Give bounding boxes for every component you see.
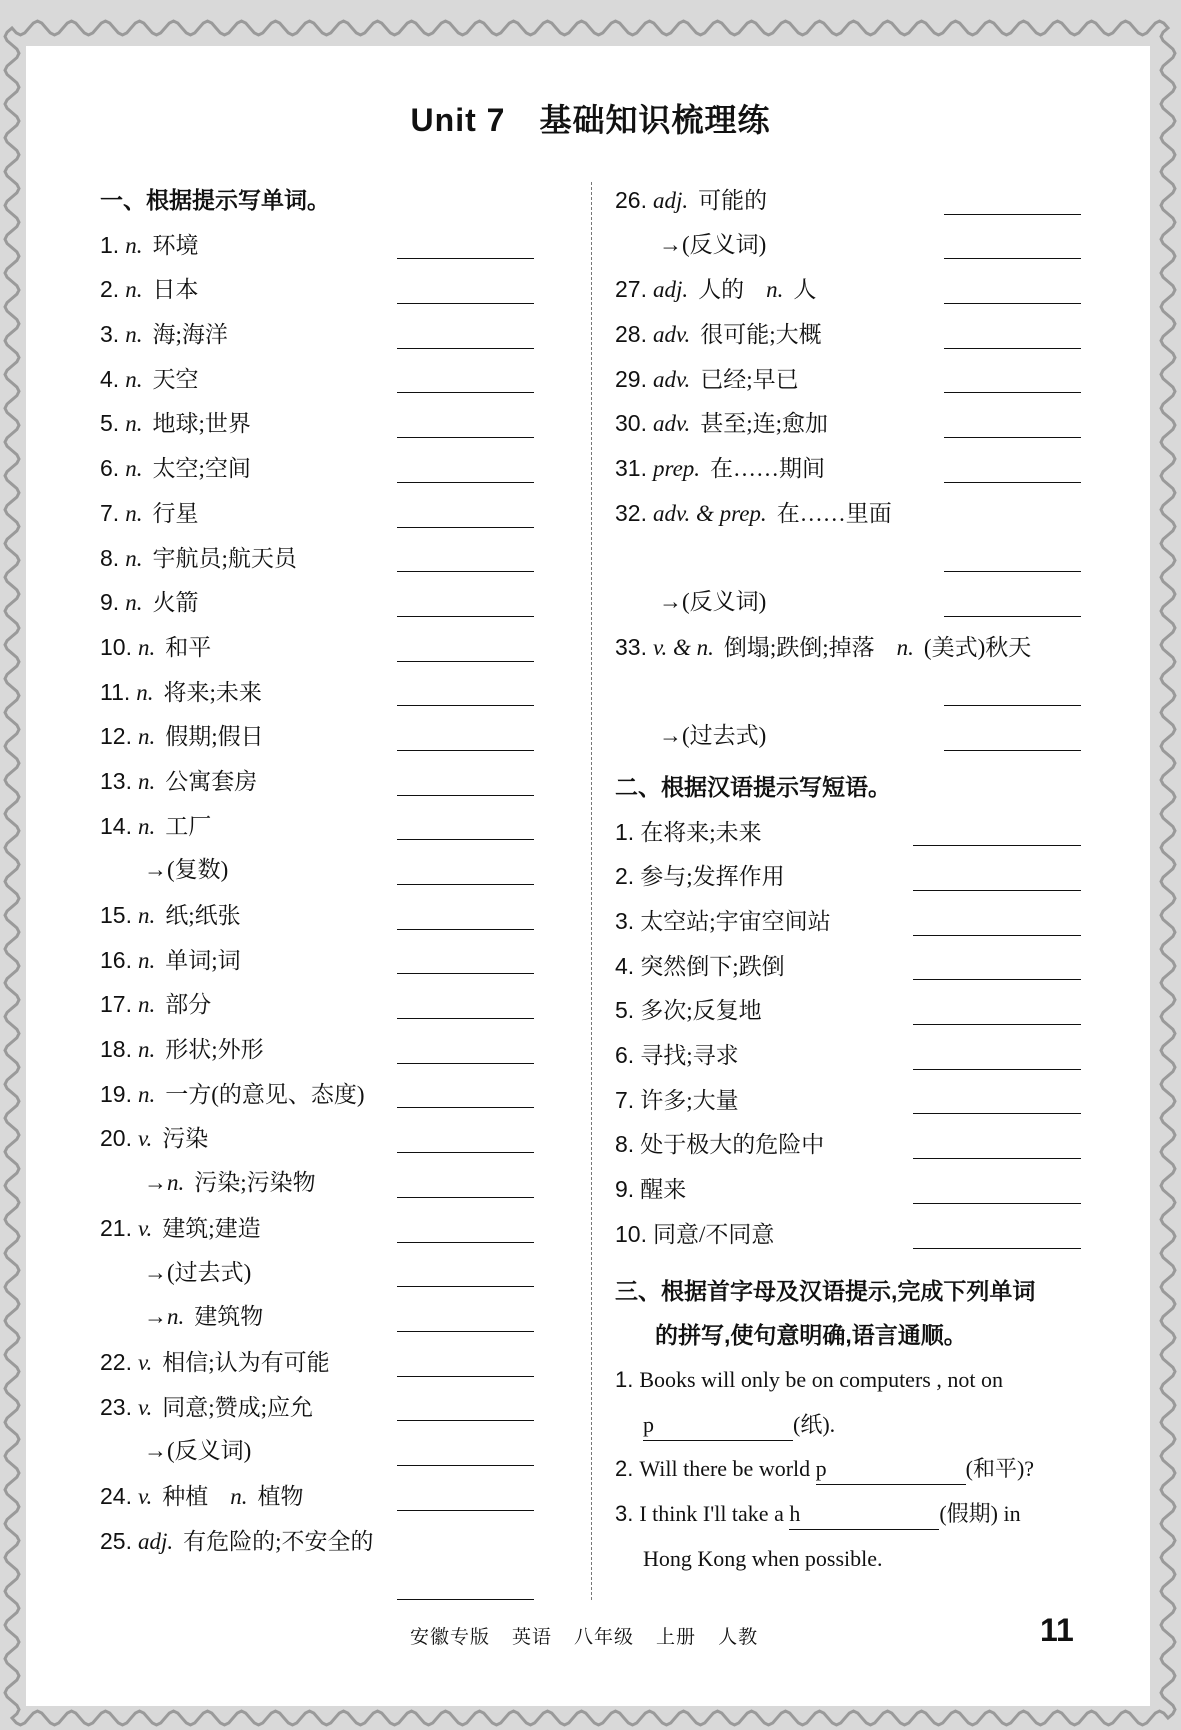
item-prompt: 纸;纸张 <box>165 903 241 928</box>
answer-blank[interactable] <box>397 437 534 438</box>
word-item <box>100 942 534 987</box>
part-of-speech: adv. <box>652 411 691 437</box>
word-item <box>615 271 1081 316</box>
phrase-list <box>615 814 1081 1261</box>
item-prompt: 环境 <box>152 232 199 258</box>
word-item <box>615 227 1081 272</box>
answer-blank[interactable] <box>944 616 1081 617</box>
answer-blank[interactable] <box>397 1242 534 1243</box>
answer-blank[interactable] <box>397 1376 534 1377</box>
item-prompt: 日本 <box>152 277 199 303</box>
part-of-speech-2: n. <box>896 634 914 660</box>
part-of-speech-2: n. <box>766 277 784 303</box>
title-text: 基础知识梳理练 <box>539 102 771 138</box>
part-of-speech: adv. <box>652 322 691 348</box>
sentence-3 <box>615 1492 1081 1581</box>
item-number: 4. <box>100 365 120 392</box>
item-prompt: 种植 <box>162 1483 209 1509</box>
word-item <box>100 674 534 719</box>
word-list-right <box>615 182 1081 763</box>
answer-blank[interactable] <box>944 392 1081 393</box>
item-prompt: →(过去式) <box>659 723 767 749</box>
part-of-speech: adv. <box>652 366 691 392</box>
answer-blank[interactable] <box>913 1158 1081 1159</box>
answer-blank[interactable] <box>913 979 1081 980</box>
part-of-speech: n. <box>137 947 156 973</box>
item-prompt: 甚至;连;愈加 <box>700 411 829 437</box>
answer-blank[interactable] <box>944 258 1081 259</box>
item-prompt: 许多;大量 <box>640 1087 739 1113</box>
item-number: 8. <box>100 544 120 571</box>
phrase-item <box>615 903 1081 948</box>
part-of-speech: prep. <box>652 456 701 482</box>
word-item <box>615 316 1081 361</box>
answer-blank[interactable] <box>913 1113 1081 1114</box>
answer-blank[interactable] <box>913 1024 1081 1025</box>
word-item <box>100 450 534 495</box>
item-prompt: 倒塌;跌倒;掉落 <box>723 634 875 660</box>
answer-blank[interactable] <box>944 705 1081 706</box>
answer-blank[interactable] <box>913 1248 1081 1249</box>
item-number: 5. <box>100 410 120 437</box>
item-prompt: 污染;污染物 <box>194 1170 316 1196</box>
item-number: 16. <box>100 946 132 973</box>
part-of-speech: adj. <box>137 1528 174 1554</box>
item-prompt: 将来;未来 <box>163 679 262 705</box>
item-prompt: 可能的 <box>698 188 768 213</box>
part-of-speech: →n. <box>144 1304 185 1330</box>
word-item <box>100 227 534 272</box>
word-item <box>615 182 1081 227</box>
column-divider <box>591 182 592 1600</box>
item-prompt: 建筑物 <box>194 1304 264 1330</box>
item-prompt: →(反义词) <box>144 1438 252 1464</box>
answer-blank[interactable] <box>397 1107 534 1108</box>
answer-blank[interactable] <box>944 482 1081 483</box>
item-prompt: 火箭 <box>152 590 199 616</box>
item-prompt: 公寓套房 <box>165 768 258 794</box>
answer-blank[interactable] <box>816 1454 966 1485</box>
item-prompt: 和平 <box>165 634 212 660</box>
answer-blank[interactable] <box>397 1197 534 1198</box>
answer-blank[interactable] <box>913 845 1081 846</box>
sentence-2 <box>615 1447 1081 1492</box>
answer-blank[interactable] <box>397 527 534 528</box>
item-number: 22. <box>100 1348 132 1375</box>
part-of-speech: n. <box>137 1081 156 1107</box>
part-of-speech: v. <box>137 1126 153 1152</box>
part-of-speech: v. & n. <box>652 634 714 660</box>
part-of-speech: n. <box>125 366 143 392</box>
answer-blank[interactable] <box>397 616 534 617</box>
part-of-speech: n. <box>137 634 156 660</box>
item-prompt: →(反义词) <box>659 589 767 615</box>
phrase-item <box>615 1037 1081 1082</box>
answer-blank[interactable] <box>944 437 1081 438</box>
answer-blank[interactable] <box>397 1420 534 1421</box>
item-prompt: →(复数) <box>144 857 229 883</box>
item-number: 21. <box>100 1214 132 1241</box>
item-number: 10. <box>100 633 132 660</box>
hint-text: (和平)? <box>965 1456 1035 1482</box>
item-number: 28. <box>615 321 647 348</box>
word-item <box>100 1076 534 1121</box>
answer-blank[interactable] <box>944 571 1081 572</box>
part-of-speech-2: n. <box>230 1483 248 1509</box>
word-item <box>100 540 534 585</box>
word-item <box>100 361 534 406</box>
part-of-speech: n. <box>136 679 154 705</box>
footer <box>410 1622 780 1649</box>
part-of-speech: n. <box>125 590 143 616</box>
item-prompt: 在……里面 <box>776 500 892 526</box>
item-prompt: 单词;词 <box>165 947 241 973</box>
item-prompt: 很可能;大概 <box>700 322 822 348</box>
part-of-speech: n. <box>125 277 143 303</box>
item-number: 33. <box>615 633 647 660</box>
word-item <box>100 1344 534 1389</box>
word-item <box>100 986 534 1031</box>
item-number: 3. <box>100 321 120 348</box>
answer-blank[interactable] <box>397 348 534 349</box>
item-prompt: 天空 <box>152 366 199 392</box>
word-item <box>100 405 534 450</box>
answer-blank[interactable] <box>397 1018 534 1019</box>
item-number: 3. <box>615 908 635 935</box>
item-number: 13. <box>100 767 132 794</box>
word-item <box>100 495 534 540</box>
answer-blank[interactable] <box>397 258 534 259</box>
answer-blank[interactable] <box>397 1510 534 1511</box>
phrase-item <box>615 948 1081 993</box>
section2-heading: 二、根据汉语提示写短语。 <box>615 773 891 800</box>
item-prompt: →(过去式) <box>144 1259 252 1285</box>
hint-text: (纸). <box>793 1411 836 1437</box>
phrase-item <box>615 1082 1081 1127</box>
answer-blank[interactable] <box>397 929 534 930</box>
item-prompt: 突然倒下;跌倒 <box>640 953 785 979</box>
sentence-text: Will there be world <box>639 1456 811 1482</box>
item-number: 1. <box>100 231 120 258</box>
part-of-speech: n. <box>137 768 156 794</box>
item-prompt: 同意/不同意 <box>652 1221 775 1247</box>
item-prompt: 处于极大的危险中 <box>640 1132 825 1158</box>
item-number: 32. <box>615 499 647 526</box>
item-number: 11. <box>100 678 131 705</box>
item-number: 10. <box>615 1220 647 1247</box>
answer-blank[interactable] <box>789 1499 939 1530</box>
answer-blank[interactable] <box>397 392 534 393</box>
part-of-speech: v. <box>137 1394 153 1420</box>
item-number: 2. <box>615 863 635 890</box>
answer-blank[interactable] <box>913 1069 1081 1070</box>
phrase-item <box>615 1171 1081 1216</box>
part-of-speech: adv. & prep. <box>652 500 767 526</box>
answer-blank[interactable] <box>944 750 1081 751</box>
item-prompt: 形状;外形 <box>165 1037 264 1063</box>
item-prompt: 行星 <box>152 500 199 526</box>
word-item <box>100 1433 534 1478</box>
answer-blank[interactable] <box>397 1063 534 1064</box>
item-prompt: 工厂 <box>165 813 212 839</box>
word-item <box>100 1031 534 1076</box>
sentence-number: 2. <box>615 1456 634 1482</box>
phrase-item <box>615 992 1081 1037</box>
item-prompt: 部分 <box>165 992 212 1018</box>
page-number: 11 <box>1040 1612 1074 1648</box>
word-item <box>100 897 534 942</box>
word-item <box>100 316 534 361</box>
word-item <box>100 1389 534 1434</box>
part-of-speech: v. <box>137 1483 153 1509</box>
word-item <box>615 584 1081 629</box>
part-of-speech: n. <box>137 903 156 928</box>
footer-publisher: 人教 <box>718 1626 759 1648</box>
item-prompt: 人的 <box>698 277 745 303</box>
part-of-speech: n. <box>137 1037 156 1063</box>
item-number: 23. <box>100 1393 132 1420</box>
phrase-item <box>615 858 1081 903</box>
word-item <box>100 1299 534 1344</box>
part-of-speech: n. <box>137 813 156 839</box>
item-number: 5. <box>615 997 635 1024</box>
item-number: 25. <box>100 1527 132 1554</box>
answer-blank[interactable] <box>397 1599 534 1600</box>
word-item <box>100 584 534 629</box>
item-number: 6. <box>100 455 120 482</box>
section3-heading <box>615 1269 1081 1358</box>
answer-blank[interactable] <box>944 348 1081 349</box>
part-of-speech: adj. <box>652 188 689 213</box>
answer-blank[interactable] <box>397 884 534 885</box>
part-of-speech: n. <box>137 992 156 1018</box>
answer-blank[interactable] <box>913 890 1081 891</box>
part-of-speech: n. <box>137 724 156 750</box>
item-prompt: 已经;早已 <box>700 366 799 392</box>
answer-blank[interactable] <box>397 571 534 572</box>
item-number: 27. <box>615 276 647 303</box>
item-prompt: 污染 <box>162 1126 209 1152</box>
word-item <box>615 629 1081 718</box>
part-of-speech: n. <box>125 456 143 482</box>
item-prompt: 醒来 <box>640 1177 687 1203</box>
part-of-speech: n. <box>125 232 143 258</box>
item-number: 8. <box>615 1131 635 1158</box>
sentence-number: 1. <box>615 1366 634 1392</box>
part-of-speech: →n. <box>144 1170 185 1196</box>
section1-heading: 一、根据提示写单词。 <box>100 187 330 213</box>
sentence-number: 3. <box>615 1501 634 1527</box>
right-column <box>615 182 1081 1581</box>
item-number: 6. <box>615 1042 635 1069</box>
part-of-speech: adj. <box>652 277 689 303</box>
item-prompt: 在……期间 <box>710 456 826 482</box>
item-number: 9. <box>100 589 120 616</box>
item-prompt: 宇航员;航天员 <box>152 545 297 571</box>
item-number: 31. <box>615 455 647 482</box>
item-number: 20. <box>100 1125 132 1152</box>
phrase-item <box>615 814 1081 859</box>
left-column <box>100 182 534 1612</box>
answer-blank[interactable] <box>913 1203 1081 1204</box>
phrase-item <box>615 1216 1081 1261</box>
answer-blank[interactable] <box>397 303 534 304</box>
word-item <box>100 852 534 897</box>
item-prompt: 参与;发挥作用 <box>640 864 785 890</box>
section3-heading-line2: 的拼写,使句意明确,语言通顺。 <box>655 1322 967 1349</box>
section3-heading-line1: 三、根据首字母及汉语提示,完成下列单词 <box>615 1277 1036 1304</box>
item-prompt: 多次;反复地 <box>640 998 762 1024</box>
part-of-speech: n. <box>125 322 143 348</box>
page-title <box>0 95 1181 141</box>
item-prompt: →(反义词) <box>659 231 767 257</box>
item-number: 30. <box>615 410 647 437</box>
answer-blank[interactable] <box>397 839 534 840</box>
item-prompt: 建筑;建造 <box>162 1215 261 1241</box>
answer-blank[interactable] <box>944 214 1081 215</box>
sentence-text: I think I'll take a <box>639 1501 784 1527</box>
answer-blank[interactable] <box>397 482 534 483</box>
part-of-speech: n. <box>125 545 143 571</box>
item-prompt: 地球;世界 <box>152 411 251 437</box>
word-item <box>100 808 534 853</box>
answer-blank[interactable] <box>397 1286 534 1287</box>
item-prompt: 相信;认为有可能 <box>162 1349 330 1375</box>
answer-blank[interactable] <box>643 1410 793 1441</box>
word-item <box>100 1120 534 1165</box>
word-item <box>100 1165 534 1210</box>
phrase-item <box>615 1126 1081 1171</box>
word-item <box>100 629 534 674</box>
word-item <box>100 1210 534 1255</box>
item-number: 18. <box>100 1036 132 1063</box>
answer-blank[interactable] <box>913 935 1081 936</box>
footer-edition: 安徽专版 <box>410 1626 491 1648</box>
word-item <box>100 1255 534 1300</box>
item-prompt: 海;海洋 <box>152 322 228 348</box>
unit-label: Unit 7 <box>410 102 506 138</box>
item-prompt-2: 植物 <box>257 1483 304 1509</box>
item-number: 24. <box>100 1482 132 1509</box>
answer-blank[interactable] <box>397 1331 534 1332</box>
initial-letter: p <box>643 1411 654 1437</box>
initial-letter: h <box>789 1501 801 1527</box>
item-prompt: 有危险的;不安全的 <box>183 1528 374 1554</box>
item-number: 17. <box>100 991 132 1018</box>
part-of-speech: n. <box>125 500 143 526</box>
item-prompt-2: 人 <box>793 277 817 303</box>
item-number: 15. <box>100 902 132 928</box>
hint-text: (假期) in <box>939 1501 1021 1527</box>
item-number: 4. <box>615 952 635 979</box>
item-number: 14. <box>100 812 132 839</box>
sentence-1 <box>615 1358 1081 1447</box>
answer-blank[interactable] <box>397 705 534 706</box>
word-item <box>615 450 1081 495</box>
word-item <box>100 271 534 316</box>
word-item <box>615 361 1081 406</box>
part-of-speech: n. <box>125 411 143 437</box>
item-number: 7. <box>100 499 120 526</box>
item-number: 2. <box>100 276 120 303</box>
item-number: 26. <box>615 187 647 213</box>
item-number: 7. <box>615 1086 635 1113</box>
word-item <box>615 405 1081 450</box>
item-number: 29. <box>615 365 647 392</box>
item-number: 9. <box>615 1176 635 1203</box>
answer-blank[interactable] <box>397 661 534 662</box>
answer-blank[interactable] <box>397 750 534 751</box>
item-prompt: 在将来;未来 <box>640 819 762 845</box>
item-prompt: 寻找;寻求 <box>640 1043 739 1069</box>
sentence-text: Books will only be on computers , not on <box>639 1366 1003 1392</box>
word-list-left <box>100 227 534 1612</box>
answer-blank[interactable] <box>397 1465 534 1466</box>
answer-blank[interactable] <box>397 1152 534 1153</box>
initial-letter: p <box>815 1456 827 1482</box>
word-item <box>100 1478 534 1523</box>
word-item <box>100 718 534 763</box>
part-of-speech: v. <box>137 1215 153 1241</box>
item-prompt: 太空;空间 <box>152 456 251 482</box>
footer-volume: 上册 <box>656 1626 697 1648</box>
word-item <box>100 763 534 808</box>
answer-blank[interactable] <box>397 973 534 974</box>
item-prompt: 一方(的意见、态度) <box>165 1081 365 1107</box>
word-item <box>100 1523 534 1612</box>
item-prompt: 假期;假日 <box>165 724 264 750</box>
answer-blank[interactable] <box>397 795 534 796</box>
item-prompt-2: (美式)秋天 <box>923 634 1032 660</box>
item-prompt: 同意;赞成;应允 <box>162 1394 314 1420</box>
footer-subject: 英语 <box>512 1626 553 1648</box>
part-of-speech: v. <box>137 1349 153 1375</box>
footer-grade: 八年级 <box>574 1626 635 1648</box>
word-item <box>615 718 1081 763</box>
answer-blank[interactable] <box>944 303 1081 304</box>
item-number: 12. <box>100 723 132 750</box>
word-item <box>615 495 1081 584</box>
item-number: 1. <box>615 818 635 845</box>
sentence-continuation: Hong Kong when possible. <box>643 1545 883 1571</box>
item-number: 19. <box>100 1080 132 1107</box>
item-prompt: 太空站;宇宙空间站 <box>640 909 831 935</box>
